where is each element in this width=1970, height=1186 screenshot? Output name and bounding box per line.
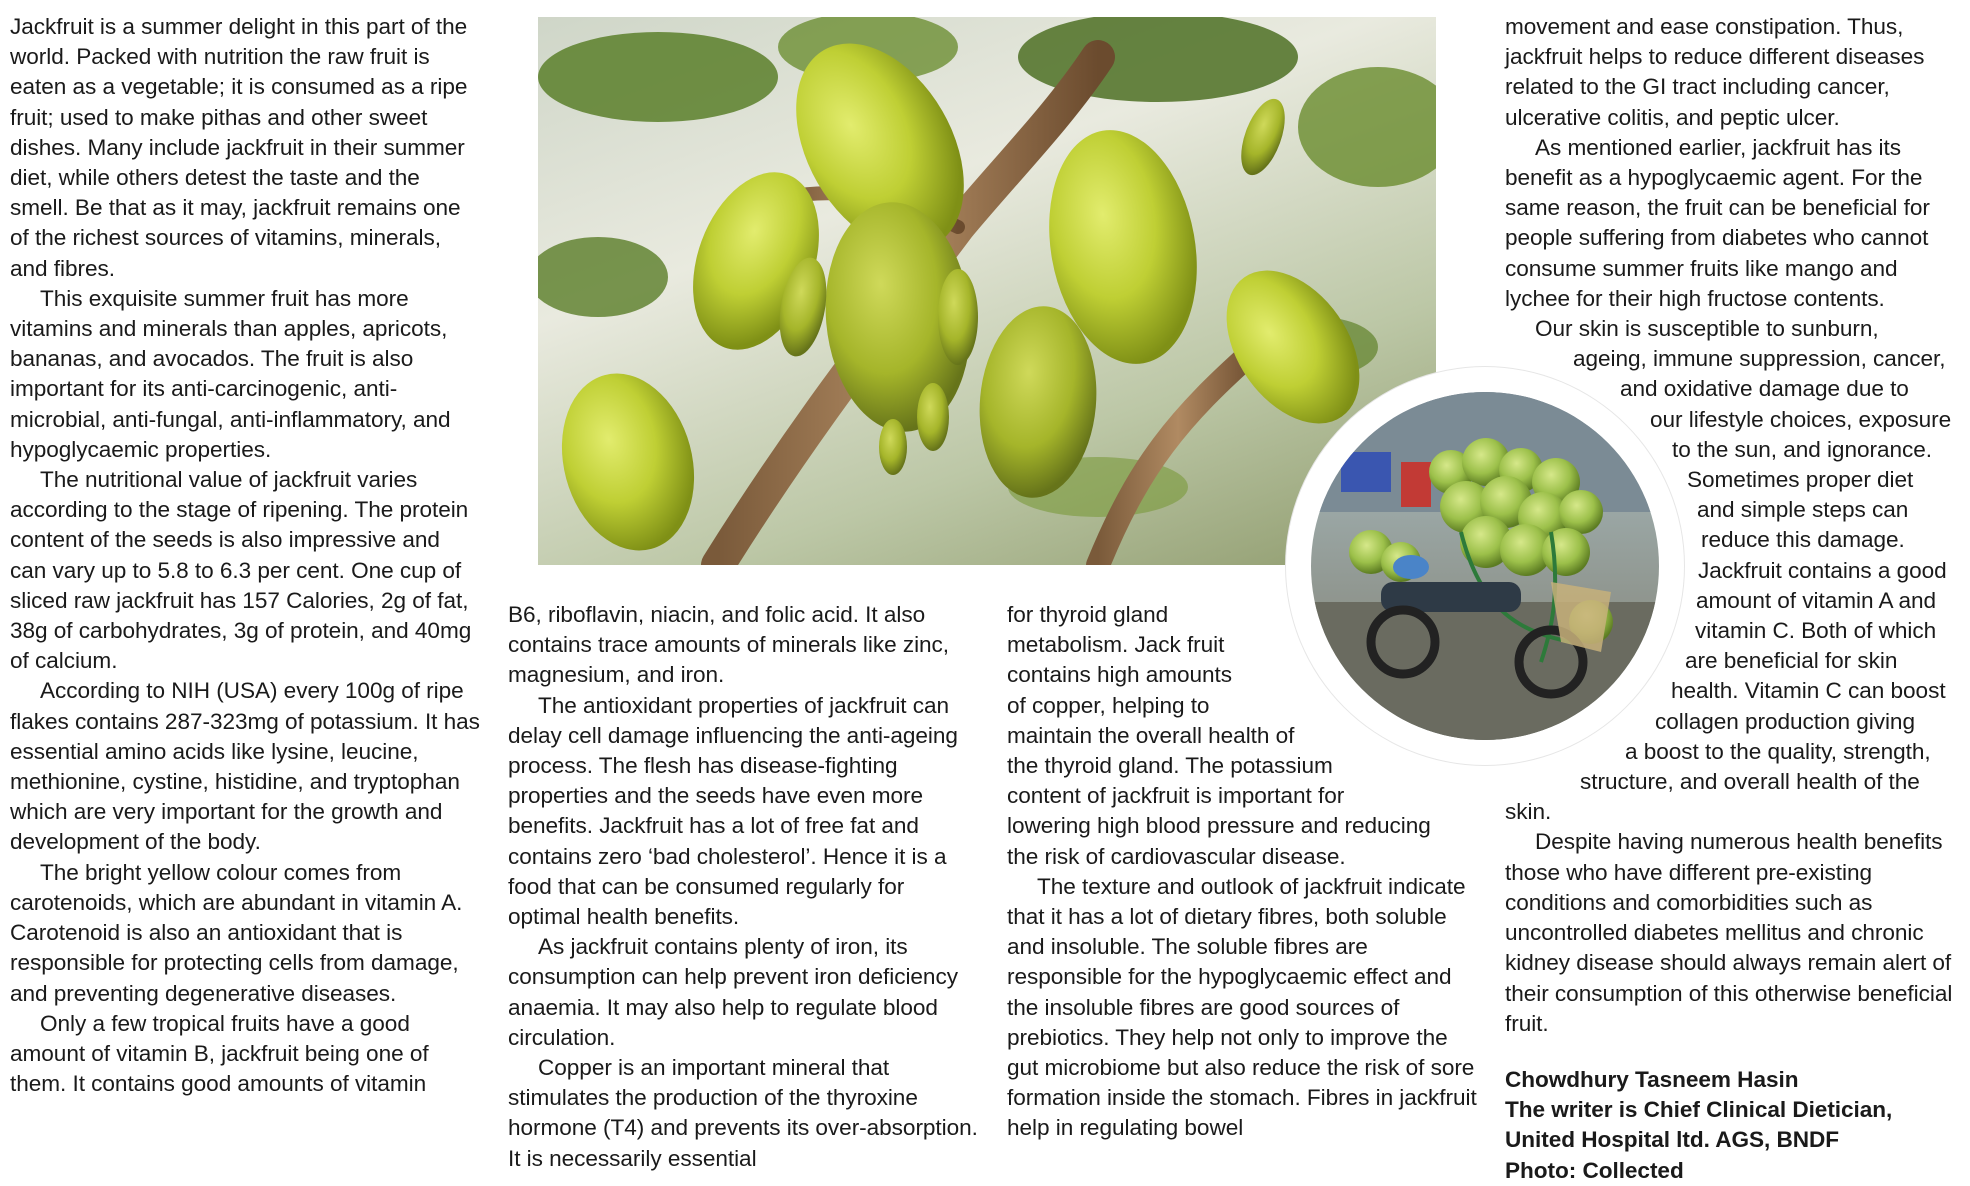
paragraph-potassium: According to NIH (USA) every 100g of ripe flakes contains 287-323mg of potassium. It has essential amino acids like lysine, leucine, methionine, cystine, histidine, and tryptophan which are very important for the growth and development of the body. xyxy=(10,678,480,855)
paragraph-iron: As jackfruit contains plenty of iron, its consumption can help prevent iron deficiency anaemia. It may also help to regulate blood circulation. xyxy=(508,934,958,1050)
photo-credit: Photo: Collected xyxy=(1505,1157,1684,1183)
paragraph-vitamin-b: Only a few tropical fruits have a good amount of vitamin B, jackfruit being one of them. It contains good amounts of vitamin xyxy=(10,1010,429,1097)
paragraph-skin: Our skin is susceptible to sunburn, ageing, immune suppression, cancer, and oxidative damage due to our lifestyle choices, exposure to the sun, and ignorance. Sometimes proper diet and simple steps can reduce this damage. Jackfruit contains a good amount of vitamin A and vitamin C. Both of which are beneficial for skin health. Vitamin C can boost collagen production giving a boost to the quality, strength, structure, and overall health of the skin. xyxy=(1505,316,1952,825)
article-column-1 xyxy=(10,12,480,1099)
jackfruit-tree-illustration xyxy=(538,17,1436,565)
paragraph-carotenoids: The bright yellow colour comes from carotenoids, which are abundant in vitamin A. Carotenoid is also an antioxidant that is responsible for protecting cells from damage, and preventing degenerative diseases. xyxy=(10,859,463,1006)
paragraph-gi-tract: movement and ease constipation. Thus, jackfruit helps to reduce different diseases related to the GI tract including cancer, ulcerative colitis, and peptic ulcer. xyxy=(1505,14,1925,130)
paragraph-intro: Jackfruit is a summer delight in this part of the world. Packed with nutrition the raw fruit is eaten as a vegetable; it is consumed as a ripe fruit; used to make pithas and other sweet dishes. Many include jackfruit in their summer diet, while others detest the taste and the smell. Be that as it may, jackfruit remains one of the richest sources of vitamins, minerals, and fibres. xyxy=(10,14,468,281)
paragraph-caution: Despite having numerous health benefits those who have different pre-existing conditions and comorbidities such as uncontrolled diabetes mellitus and chronic kidney disease should always remain alert of their consumption of this otherwise beneficial fruit. xyxy=(1505,829,1953,1036)
paragraph-vitamins: This exquisite summer fruit has more vitamins and minerals than apples, apricots, bananas, and avocados. The fruit is also important for its anti-carcinogenic, anti-microbial, anti-fungal, anti-inflammatory, and hypoglycaemic properties. xyxy=(10,285,451,462)
paragraph-fibres: The texture and outlook of jackfruit indicate that it has a lot of dietary fibres, both soluble and insoluble. The soluble fibres are responsible for the hypoglycaemic effect and the insoluble fibres are good sources of prebiotics. They help not only to improve the gut microbiome but also reduce the risk of sore formation inside the stomach. Fibres in jackfruit help in regulating bowel xyxy=(1007,873,1477,1141)
paragraph-copper: Copper is an important mineral that stimulates the production of the thyroxine hormone (T4) and prevents its over-absorption. It is necessarily essential xyxy=(508,1055,978,1171)
paragraph-antioxidant: The antioxidant properties of jackfruit can delay cell damage influencing the anti-ageing process. The flesh has disease-fighting properties and the seeds have even more benefits. Jackfruit has a lot of free fat and contains zero ‘bad cholesterol’. Hence it is a food that can be consumed regularly for optimal health benefits. xyxy=(508,692,958,930)
article-column-3 xyxy=(1007,600,1477,1144)
paragraph-hypoglycaemic: As mentioned earlier, jackfruit has its benefit as a hypoglycaemic agent. For the same reason, the fruit can be beneficial for people suffering from diabetes who cannot consume summer fruits like mango and lychee for their high fructose contents. xyxy=(1505,134,1930,311)
author-name: Chowdhury Tasneem Hasin xyxy=(1505,1066,1799,1092)
author-organization: United Hospital ltd. AGS, BNDF xyxy=(1505,1127,1840,1153)
paragraph-nutrition: The nutritional value of jackfruit varies according to the stage of ripening. The protein content of the seeds is also impressive and can vary up to 5.8 to 6.3 per cent. One cup of sliced raw jackfruit has 157 Calories, 2g of fat, 38g of carbohydrates, 3g of protein, and 40mg of calcium. xyxy=(10,467,472,674)
article-column-2 xyxy=(508,600,978,1174)
byline xyxy=(1505,1065,1965,1186)
author-role: The writer is Chief Clinical Dietician, xyxy=(1505,1097,1893,1123)
paragraph-b-vitamins: B6, riboflavin, niacin, and folic acid. It also contains trace amounts of minerals like zinc, magnesium, and iron. xyxy=(508,602,950,688)
jackfruit-tree-photo xyxy=(538,17,1436,565)
article-column-4 xyxy=(1505,12,1965,1186)
paragraph-thyroid: for thyroid gland metabolism. Jack fruit contains high amounts of copper, helping to maintain the overall health of the thyroid gland. The potassium content of jackfruit is important for lowering high blood pressure and reducing the risk of cardiovascular disease. xyxy=(1007,602,1431,869)
